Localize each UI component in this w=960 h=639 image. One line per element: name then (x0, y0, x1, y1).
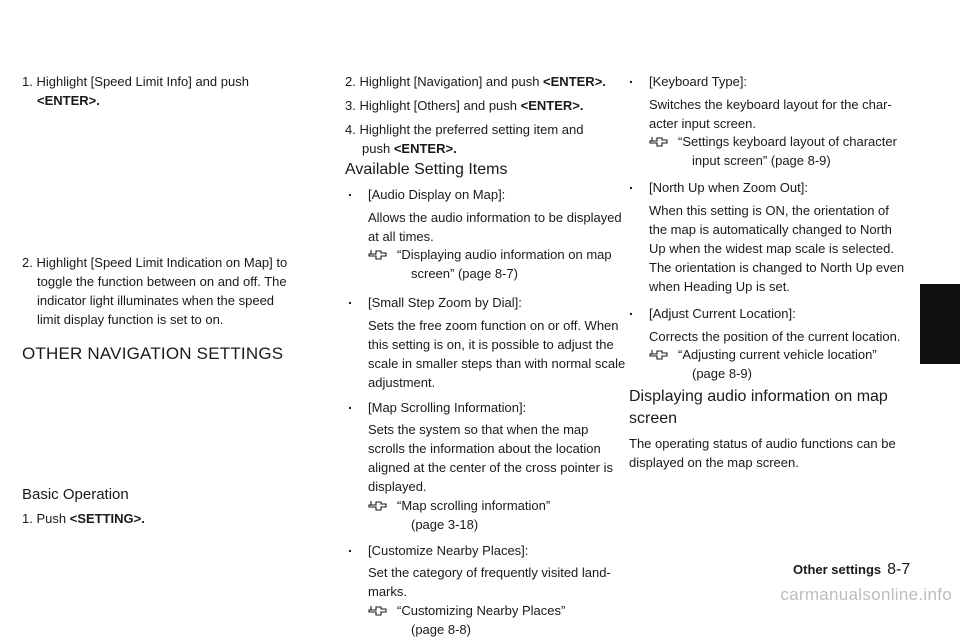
step-text: push (362, 141, 391, 156)
step-3-others (345, 96, 584, 115)
step-4-preferred (345, 120, 583, 139)
step-2 (22, 253, 287, 272)
bullet-dot: . (348, 291, 352, 307)
item-title: [Customize Nearby Places]: (368, 543, 529, 558)
reference-hand-icon (649, 135, 669, 149)
setting-key-label: <SETTING>. (69, 511, 145, 526)
available-items-heading: Available Setting Items (345, 161, 508, 178)
reference-text: “Map scrolling information” (397, 498, 551, 513)
page-number: 8-7 (887, 561, 911, 578)
subsection-heading-cont: screen (629, 410, 678, 427)
item-desc-line: when Heading Up is set. (649, 279, 790, 294)
reference-text: “Settings keyboard layout of character (678, 134, 897, 149)
reference-hand-icon (649, 348, 669, 362)
step-number: 3. (345, 98, 356, 113)
step-number: 4. (345, 122, 356, 137)
page-footer (793, 561, 910, 579)
item-desc-line: Switches the keyboard layout for the char- (649, 97, 892, 112)
step-text: Highlight [Speed Limit Info] and push (36, 74, 249, 89)
reference-hand-icon (368, 499, 388, 513)
reference-text: input screen” (page 8-9) (692, 153, 831, 168)
item-desc-line: Set the category of frequently visited land- (368, 565, 611, 580)
step-text-line: toggle the function between on and off. The (37, 274, 287, 289)
item-desc-line: marks. (368, 584, 407, 599)
reference-text: (page 8-8) (411, 622, 471, 637)
item-desc-line: Up when the widest map scale is selected. (649, 241, 894, 256)
basic-operation-heading: Basic Operation (22, 486, 129, 503)
reference-text: “Displaying audio information on map (397, 247, 612, 262)
section-title: OTHER NAVIGATION SETTINGS (22, 344, 284, 363)
item-desc-line: this setting is on, it is possible to adjust the (368, 337, 614, 352)
step-text: Highlight [Others] and push (359, 98, 518, 113)
item-desc-line: The orientation is changed to North Up even (649, 260, 905, 275)
step-number: 1. (22, 511, 33, 526)
step-text-line: indicator light illuminates when the speed (37, 293, 275, 308)
item-desc-line: scale in smaller steps than with normal scale (368, 356, 626, 371)
step-text: Highlight [Navigation] and push (359, 74, 540, 89)
item-desc-line: adjustment. (368, 375, 436, 390)
item-title: [Map Scrolling Information]: (368, 400, 527, 415)
step-text: Highlight the preferred setting item and (359, 122, 584, 137)
chapter-tab (920, 284, 960, 364)
item-desc-line: Sets the free zoom function on or off. When (368, 318, 619, 333)
enter-key-label: <ENTER>. (520, 98, 584, 113)
item-desc-line: acter input screen. (649, 116, 756, 131)
step-2-navigation (345, 72, 606, 91)
step-1 (22, 72, 249, 91)
enter-key-label: <ENTER>. (393, 141, 457, 156)
item-desc-line: Corrects the position of the current location. (649, 329, 901, 344)
item-desc-line: the map is automatically changed to North (649, 222, 892, 237)
step-text: Push (36, 511, 67, 526)
step-number: 2. (345, 74, 356, 89)
item-title: [Adjust Current Location]: (649, 306, 796, 321)
item-desc-line: at all times. (368, 229, 434, 244)
reference-text: (page 8-9) (692, 366, 752, 381)
reference-text: “Customizing Nearby Places” (397, 603, 566, 618)
bullet-dot: . (629, 70, 633, 86)
enter-key-label: <ENTER>. (37, 93, 100, 108)
reference-hand-icon (368, 248, 388, 262)
footer-section-label: Other settings (793, 562, 882, 577)
reference-hand-icon (368, 604, 388, 618)
step-number: 2. (22, 255, 33, 270)
subsection-heading: Displaying audio information on map (629, 388, 888, 405)
reference-text: “Adjusting current vehicle location” (678, 347, 877, 362)
step-number: 1. (22, 74, 33, 89)
item-desc-line: Sets the system so that when the map (368, 422, 589, 437)
reference-text: (page 3-18) (411, 517, 479, 532)
bullet-dot: . (348, 539, 352, 555)
bullet-dot: . (348, 183, 352, 199)
step-text: Highlight [Speed Limit Indication on Map] to (36, 255, 288, 270)
watermark: carmanualsonline.info (780, 585, 952, 604)
bullet-dot: . (629, 176, 633, 192)
item-title: [Keyboard Type]: (649, 74, 748, 89)
bullet-dot: . (348, 396, 352, 412)
basic-step-1 (22, 509, 145, 528)
item-desc-line: aligned at the center of the cross pointer is (368, 460, 613, 475)
item-desc-line: scrolls the information about the location (368, 441, 601, 456)
enter-key-label: <ENTER>. (543, 74, 606, 89)
body-paragraph-line: displayed on the map screen. (629, 455, 799, 470)
bullet-dot: . (629, 302, 633, 318)
body-paragraph-line: The operating status of audio functions can be (629, 436, 896, 451)
item-title: [North Up when Zoom Out]: (649, 180, 808, 195)
item-desc-line: When this setting is ON, the orientation of (649, 203, 889, 218)
item-title: [Audio Display on Map]: (368, 187, 506, 202)
step-text-line: limit display function is set to on. (37, 312, 224, 327)
step-4-line2 (362, 139, 457, 158)
reference-text: screen” (page 8-7) (411, 266, 518, 281)
item-title: [Small Step Zoom by Dial]: (368, 295, 522, 310)
item-desc-line: displayed. (368, 479, 427, 494)
item-desc-line: Allows the audio information to be displayed (368, 210, 622, 225)
